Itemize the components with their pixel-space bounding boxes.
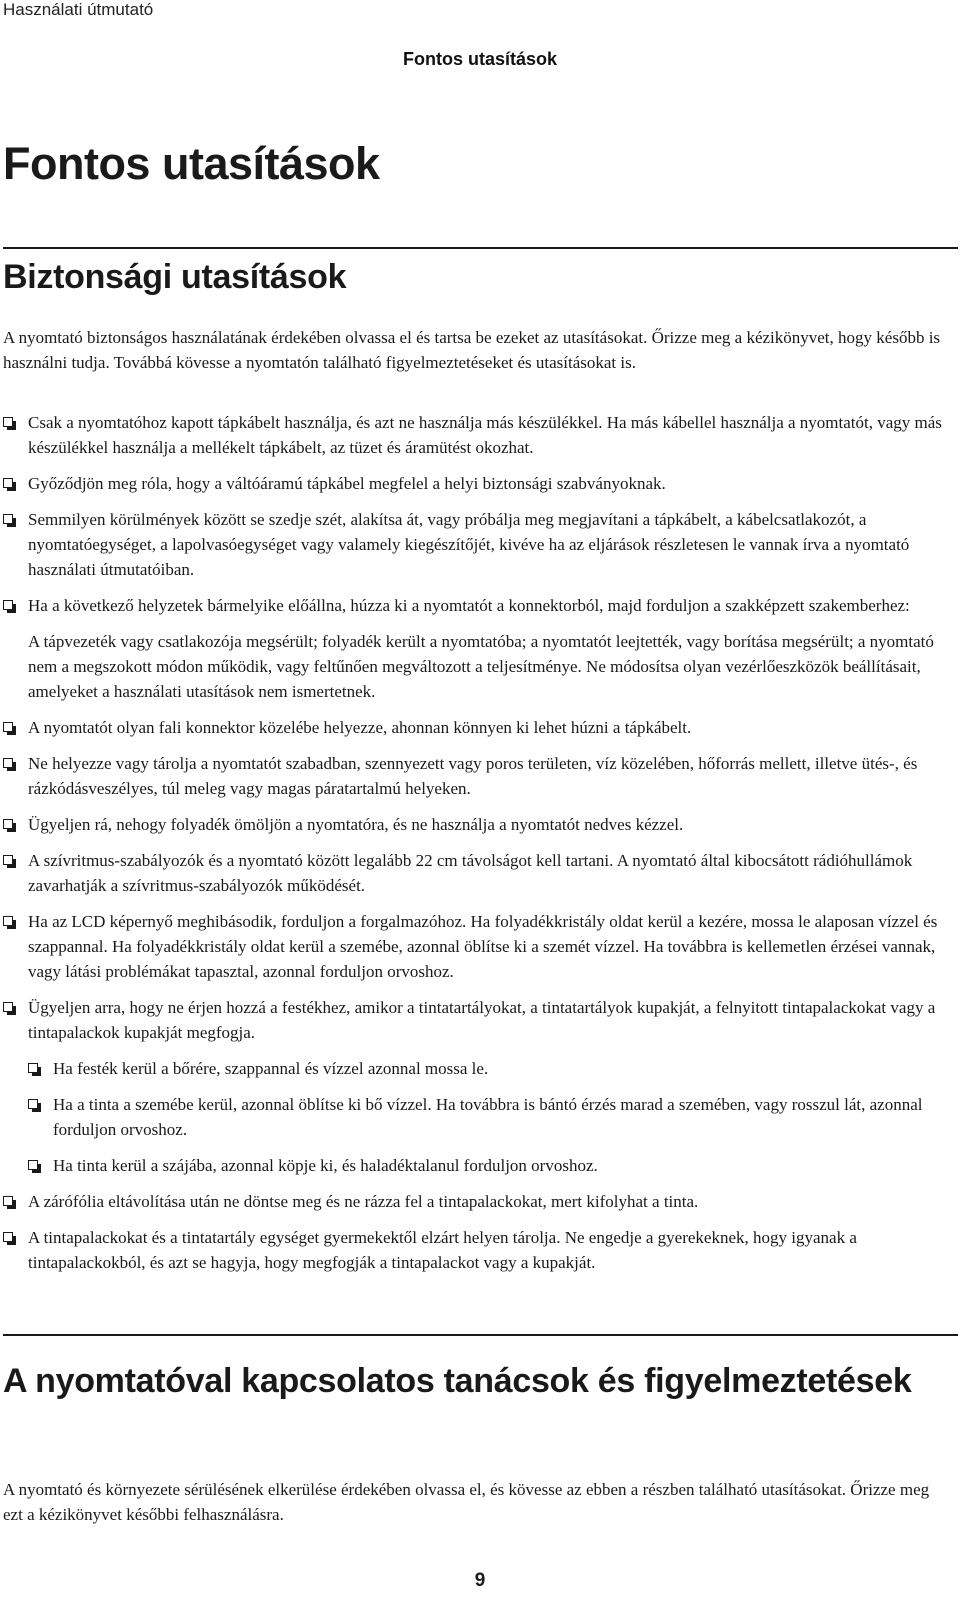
sub-list-item [28, 1056, 958, 1081]
checkbox-bullet-icon [3, 1232, 13, 1242]
list-item [3, 715, 958, 740]
page-number: 9 [474, 1570, 486, 1591]
list-item [3, 995, 958, 1045]
list-item [3, 1189, 958, 1214]
section-divider [3, 1334, 958, 1336]
checkbox-bullet-icon [3, 600, 13, 610]
list-item-text: A tintapalackokat és a tintatartály egységet gyermekektől elzárt helyen tárolja. Ne engedje a gyerekeknek, hogy igyanak a tintapalackokból, és azt se hagyja, hogy megfogják a tintapalackot vagy a kupakját. [28, 1228, 857, 1272]
list-item [3, 848, 958, 898]
safety-intro-paragraph: A nyomtató biztonságos használatának érdekében olvassa el és tartsa be ezeket az utasításokat. Őrizze meg a kézikönyvet, hogy később is használni tudja. Továbbá kövesse a nyomtatón található figyelmeztetéseket és utasításokat is. [3, 328, 941, 372]
list-item-text: A szívritmus-szabályozók és a nyomtató között legalább 22 cm távolságot kell tartani. A nyomtató által kibocsátott rádióhullámok zavarhatják a szívritmus-szabályozók működését. [28, 851, 913, 895]
list-item-text: Semmilyen körülmények között se szedje szét, alakítsa át, vagy próbálja meg megjavítani a tápkábelt, a kábelcsatlakozót, a nyomtatóegységet, a lapolvasóegységet vagy valamely kiegészítőjét, kivéve ha az eljárások részletesen le vannak írva a nyomtató használati útmutatóiban. [28, 510, 910, 579]
sub-list-item-text: Ha a tinta a szemébe kerül, azonnal öblítse ki bő vízzel. Ha továbbra is bántó érzés marad a szemében, vagy rosszul lát, azonnal forduljon orvoshoz. [53, 1095, 923, 1139]
list-item [3, 812, 958, 837]
section-header: Fontos utasítások [402, 49, 558, 69]
list-item [3, 751, 958, 801]
section-divider [3, 247, 958, 249]
list-item [3, 909, 958, 984]
sub-list-item [28, 1092, 958, 1142]
list-item-text: Csak a nyomtatóhoz kapott tápkábelt használja, és azt ne használja más készülékkel. Ha más kábellel használja a nyomtatót, vagy más készülékkel használja a mellékelt tápkábelt, az tüzet és áramütést okozhat. [28, 413, 942, 457]
sub-list-item-text: Ha festék kerül a bőrére, szappannal és vízzel azonnal mossa le. [53, 1059, 489, 1078]
list-item-text: Ha az LCD képernyő meghibásodik, forduljon a forgalmazóhoz. Ha folyadékkristály oldat kerül a kezére, mossa le alaposan vízzel és szappannal. Ha folyadékkristály oldat kerül a szemébe, azonnal öblítse ki a szemét vízzel. Ha továbbra is kellemetlen érzései vannak, vagy látási problémákat tapasztal, azonnal forduljon orvoshoz. [28, 912, 938, 981]
list-item [3, 593, 958, 704]
list-item-text: A zárófólia eltávolítása után ne döntse meg és ne rázza fel a tintapalackokat, mert kifolyhat a tinta. [28, 1192, 699, 1211]
chapter-title: Fontos utasítások [3, 138, 380, 189]
list-item [3, 471, 958, 496]
checkbox-bullet-icon [28, 1099, 38, 1109]
printer-tips-intro-paragraph: A nyomtató és környezete sérülésének elkerülése érdekében olvassa el, és kövesse az ebben a részben található utasításokat. Őrizze meg ezt a kézikönyvet későbbi felhasználásra. [3, 1480, 930, 1524]
checkbox-bullet-icon [3, 855, 13, 865]
section-heading-safety: Biztonsági utasítások [3, 258, 347, 296]
sub-list-item [28, 1153, 958, 1178]
checkbox-bullet-icon [3, 478, 13, 488]
checkbox-bullet-icon [3, 916, 13, 926]
checkbox-bullet-icon [3, 514, 13, 524]
safety-instructions-list [3, 410, 958, 1286]
list-item [3, 507, 958, 582]
section-heading-printer-tips: A nyomtatóval kapcsolatos tanácsok és figyelmeztetések [3, 1362, 912, 1400]
list-item [3, 1225, 958, 1275]
running-header: Használati útmutató [3, 0, 154, 19]
list-item-detail: A tápvezeték vagy csatlakozója megsérült; folyadék került a nyomtatóba; a nyomtatót leejtették, vagy borítása megsérült; a nyomtató nem a megszokott módon működik, vagy feltűnően megváltozott a teljesítménye. Ne módosítsa olyan vezérlőeszközök beállításait, amelyeket a használati utasítások nem ismertetnek. [28, 632, 934, 701]
list-item-text: Ügyeljen rá, nehogy folyadék ömöljön a nyomtatóra, és ne használja a nyomtatót nedves kézzel. [28, 815, 684, 834]
checkbox-bullet-icon [3, 1002, 13, 1012]
checkbox-bullet-icon [3, 722, 13, 732]
checkbox-bullet-icon [3, 417, 13, 427]
list-item-text: Ha a következő helyzetek bármelyike előállna, húzza ki a nyomtatót a konnektorból, majd forduljon a szakképzett szakemberhez: [28, 596, 910, 615]
list-item-text: Győződjön meg róla, hogy a váltóáramú tápkábel megfelel a helyi biztonsági szabványoknak. [28, 474, 666, 493]
sub-list-item-text: Ha tinta kerül a szájába, azonnal köpje ki, és haladéktalanul forduljon orvoshoz. [53, 1156, 598, 1175]
checkbox-bullet-icon [3, 819, 13, 829]
list-item [3, 410, 958, 460]
list-item-text: A nyomtatót olyan fali konnektor közelébe helyezze, ahonnan könnyen ki lehet húzni a tápkábelt. [28, 718, 692, 737]
checkbox-bullet-icon [28, 1063, 38, 1073]
list-item-text: Ügyeljen arra, hogy ne érjen hozzá a festékhez, amikor a tintatartályokat, a tintatartályok kupakját, a felnyitott tintapalackokat vagy a tintapalackok kupakját megfogja. [28, 998, 936, 1042]
checkbox-bullet-icon [3, 1196, 13, 1206]
list-item-text: Ne helyezze vagy tárolja a nyomtatót szabadban, szennyezett vagy poros területen, víz közelében, hőforrás mellett, illetve ütés-, és rázkódásveszélyes, túl meleg vagy magas páratartalmú helyeken. [28, 754, 918, 798]
checkbox-bullet-icon [28, 1160, 38, 1170]
checkbox-bullet-icon [3, 758, 13, 768]
